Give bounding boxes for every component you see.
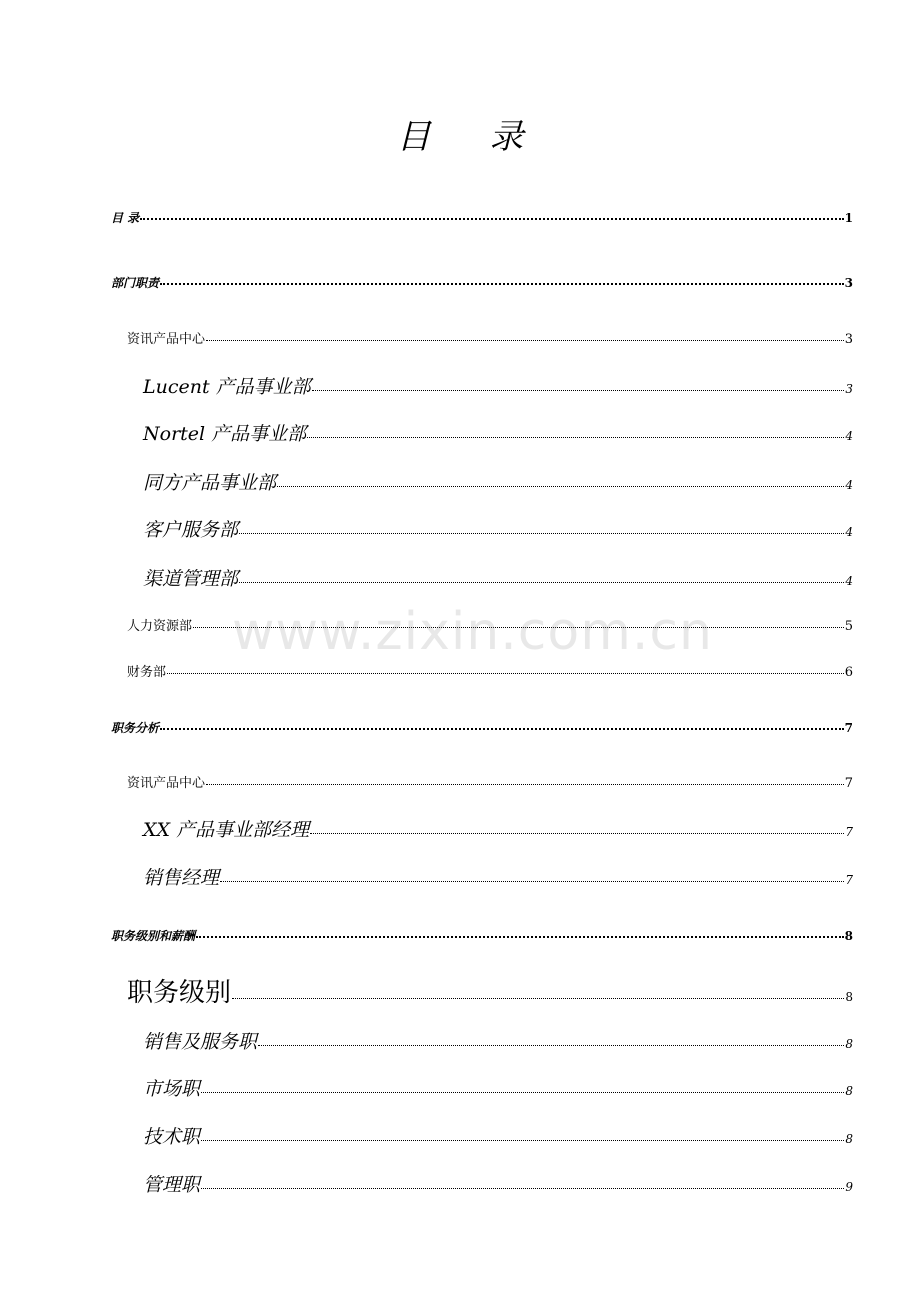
toc-entry-label: XX 产品事业部经理 xyxy=(143,819,310,841)
toc-entry-page: 4 xyxy=(845,574,853,588)
toc-dot-leader xyxy=(258,1045,844,1046)
toc-dot-leader xyxy=(239,533,844,534)
toc-entry-sales-service-positions[interactable] xyxy=(143,1033,853,1052)
toc-dot-leader xyxy=(201,1140,844,1141)
toc-entry-job-level-and-pay[interactable] xyxy=(111,930,853,942)
toc-entry-label: 部门职责 xyxy=(111,276,160,290)
toc-entry-lucent-division[interactable] xyxy=(143,378,853,397)
toc-entry-label: 同方产品事业部 xyxy=(143,472,277,494)
toc-entry-contents[interactable] xyxy=(111,212,853,224)
toc-entry-page: 1 xyxy=(844,211,853,225)
toc-entry-division-manager[interactable] xyxy=(143,821,853,840)
toc-entry-label: 职务分析 xyxy=(111,721,160,735)
toc-dot-leader xyxy=(160,728,844,730)
toc-entry-page: 3 xyxy=(844,276,853,290)
toc-entry-technical-positions[interactable] xyxy=(143,1128,853,1147)
toc-dot-leader xyxy=(201,1092,844,1093)
toc-entry-page: 8 xyxy=(845,990,853,1004)
toc-dot-leader xyxy=(201,1188,844,1189)
toc-entry-label: 技术职 xyxy=(143,1126,201,1148)
toc-entry-nortel-division[interactable] xyxy=(143,425,853,444)
toc-entry-page: 5 xyxy=(844,619,853,634)
toc-entry-department-duties[interactable] xyxy=(111,277,853,289)
toc-entry-label: 管理职 xyxy=(143,1174,201,1196)
toc-dot-leader xyxy=(140,218,843,220)
toc-entry-human-resources[interactable] xyxy=(127,620,853,633)
toc-entry-customer-service[interactable] xyxy=(143,521,853,540)
page-title: 目 录 xyxy=(396,117,548,157)
toc-entry-page: 7 xyxy=(844,721,853,735)
toc-dot-leader xyxy=(277,486,844,487)
toc-entry-page: 8 xyxy=(845,1132,853,1146)
toc-entry-label: 资讯产品中心 xyxy=(127,332,206,347)
toc-entry-label: 销售及服务职 xyxy=(143,1031,258,1053)
toc-dot-leader xyxy=(307,437,844,438)
toc-entry-info-product-center[interactable] xyxy=(127,333,853,346)
toc-dot-leader xyxy=(206,340,844,341)
toc-dot-leader xyxy=(310,833,844,834)
toc-entry-page: 6 xyxy=(844,665,853,680)
toc-entry-label: 销售经理 xyxy=(143,867,220,889)
watermark: www.zixin.com.cn xyxy=(232,602,713,662)
toc-entry-page: 9 xyxy=(845,1180,853,1194)
toc-entry-info-product-center-2[interactable] xyxy=(127,777,853,790)
toc-dot-leader xyxy=(206,784,844,785)
toc-entry-channel-management[interactable] xyxy=(143,570,853,589)
toc-entry-job-analysis[interactable] xyxy=(111,722,853,734)
toc-entry-tongfang-division[interactable] xyxy=(143,474,853,493)
toc-dot-leader xyxy=(239,582,844,583)
toc-entry-page: 7 xyxy=(845,825,853,839)
toc-entry-label: 职务级别和薪酬 xyxy=(111,929,196,943)
toc-entry-page: 4 xyxy=(845,478,853,492)
toc-entry-page: 4 xyxy=(845,429,853,443)
toc-entry-marketing-positions[interactable] xyxy=(143,1080,853,1099)
toc-dot-leader xyxy=(232,998,844,999)
toc-entry-page: 8 xyxy=(845,1037,853,1051)
toc-entry-management-positions[interactable] xyxy=(143,1176,853,1195)
toc-entry-page: 8 xyxy=(844,929,853,943)
toc-dot-leader xyxy=(220,881,844,882)
toc-entry-label: Lucent 产品事业部 xyxy=(143,376,311,398)
toc-dot-leader xyxy=(167,673,844,674)
toc-dot-leader xyxy=(312,390,845,391)
toc-dot-leader xyxy=(160,283,844,285)
toc-dot-leader xyxy=(196,936,844,938)
toc-entry-label: 渠道管理部 xyxy=(143,568,239,590)
toc-entry-label: Nortel 产品事业部 xyxy=(143,423,307,445)
toc-entry-label: 资讯产品中心 xyxy=(127,776,206,791)
toc-entry-label: 市场职 xyxy=(143,1078,201,1100)
toc-entry-label: 目 录 xyxy=(111,211,140,225)
toc-entry-label: 财务部 xyxy=(127,665,167,680)
toc-entry-label: 职务级别 xyxy=(127,978,232,1008)
toc-entry-page: 3 xyxy=(844,332,853,347)
toc-entry-page: 3 xyxy=(845,382,853,396)
toc-entry-page: 7 xyxy=(844,776,853,791)
toc-entry-page: 7 xyxy=(845,873,853,887)
toc-entry-label: 人力资源部 xyxy=(127,619,193,634)
toc-entry-finance[interactable] xyxy=(127,666,853,679)
toc-entry-job-level[interactable] xyxy=(127,980,853,1006)
toc-dot-leader xyxy=(193,627,844,628)
toc-entry-page: 4 xyxy=(845,525,853,539)
toc-entry-page: 8 xyxy=(845,1084,853,1098)
toc-entry-label: 客户服务部 xyxy=(143,519,239,541)
toc-entry-sales-manager[interactable] xyxy=(143,869,853,888)
